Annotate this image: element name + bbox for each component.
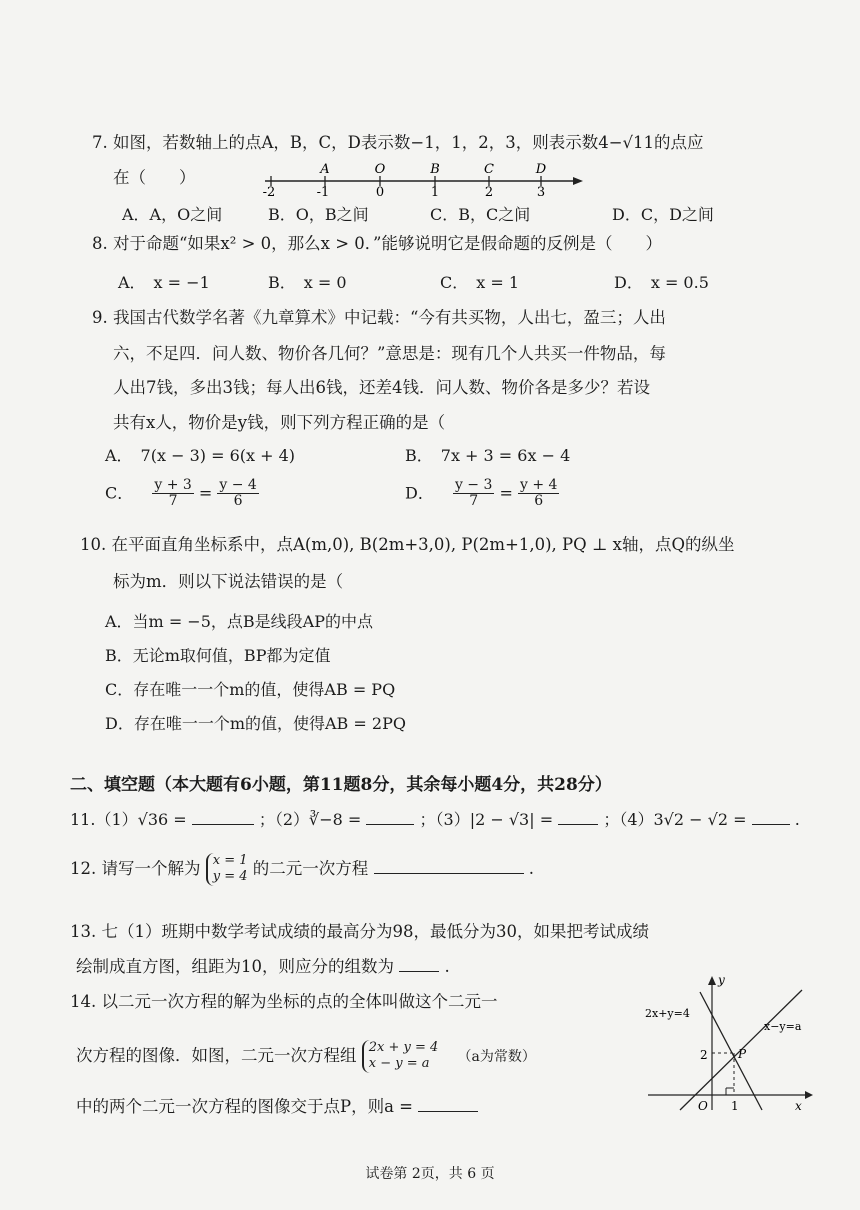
option-label: D． (405, 483, 434, 503)
answer-blank[interactable] (399, 957, 439, 972)
q7-option-a: A．A，O之间 (122, 205, 223, 224)
graph-x-label: x (795, 1099, 802, 1113)
axis-point-B: B (430, 162, 440, 177)
graph-y-value: 2 (700, 1048, 708, 1062)
answer-blank[interactable] (558, 810, 598, 825)
q9-option-b: B． 7x + 3 = 6x − 4 (405, 446, 571, 465)
graph-y-label: y (718, 973, 725, 987)
number-line (255, 156, 585, 198)
q9-line2: 六，不足四．问人数、物价各几何？”意思是：现有几个人共买一件物品，每 (113, 344, 666, 363)
q7-option-c: C．B，C之间 (430, 205, 531, 224)
equation-system: x = 1 y = 4 (206, 853, 248, 886)
q10-line1: 10. 在平面直角坐标系中，点A(m,0), B(2m+3,0), P(2m+1,0), PQ ⊥ x轴，点Q的纵坐 (80, 535, 735, 554)
axis-tick-label: 3 (536, 185, 546, 198)
q14-graph (640, 970, 815, 1115)
q8-option-b: B． x = 0 (268, 273, 347, 292)
q13-line2: 绘制成直方图，组距为10，则应分的组数为 . (76, 957, 450, 976)
graph-eq2-label: x−y=a (764, 1020, 802, 1033)
q8-text: 8. 对于命题“如果x² > 0，那么x > 0．”能够说明它是假命题的反例是（ ） (92, 234, 662, 253)
q9-line3: 人出7钱，多出3钱；每人出6钱，还差4钱．问人数、物价各是多少？若设 (113, 378, 650, 397)
graph-x-value: 1 (731, 1099, 739, 1113)
q14-line3: 中的两个二元一次方程的图像交于点P，则a = (76, 1097, 478, 1117)
answer-blank[interactable] (752, 810, 790, 825)
q7-option-b: B．O，B之间 (268, 205, 369, 224)
axis-point-A: A (320, 162, 330, 177)
q12-text: 12. 请写一个解为 x = 1 y = 4 的二元一次方程 . (70, 853, 535, 885)
section-heading: 二、填空题（本大题有6小题，第11题8分，其余每小题4分，共28分） (70, 775, 612, 795)
answer-blank[interactable] (418, 1097, 478, 1112)
q7-text: 7. 如图，若数轴上的点A，B，C，D表示数−1，1，2，3，则表示数4−√11的点应 (92, 133, 704, 152)
q8-option-a: A． x = −1 (118, 273, 210, 292)
answer-blank[interactable] (366, 810, 414, 825)
graph-origin-label: O (698, 1099, 708, 1113)
q8-option-d: D． x = 0.5 (614, 273, 709, 292)
axis-tick-label: 2 (484, 185, 494, 198)
q7-line2: 在（ ） (113, 168, 196, 187)
axis-point-O: O (374, 162, 386, 177)
q9-line4: 共有x人，物价是y钱，则下列方程正确的是（ (113, 413, 446, 432)
q13-line1: 13. 七（1）班期中数学考试成绩的最高分为98，最低分为30，如果把考试成绩 (70, 922, 649, 941)
answer-blank[interactable] (374, 859, 524, 874)
axis-point-D: D (535, 162, 547, 177)
q10-option-a: A．当m = −5，点B是线段AP的中点 (105, 612, 373, 631)
equation-system: 2x + y = 4 x − y = a (362, 1040, 439, 1073)
graph-eq1-label: 2x+y=4 (645, 1007, 690, 1020)
graph-point-p: P (738, 1047, 747, 1061)
q9-option-c: C． $\frac{y + 3}{7}$ = $\frac{y - 4}{6}$ (105, 477, 257, 510)
q10-option-b: B．无论m取何值，BP都为定值 (105, 646, 331, 665)
axis-tick-label: -1 (316, 185, 330, 198)
q14-line1: 14. 以二元一次方程的解为坐标的点的全体叫做这个二元一 (70, 992, 498, 1011)
q9-option-a: A． 7(x − 3) = 6(x + 4) (105, 446, 296, 465)
q10-line2: 标为m．则以下说法错误的是（ (113, 572, 344, 591)
q9-line1: 9. 我国古代数学名著《九章算术》中记载：“今有共买物，人出七，盈三；人出 (92, 308, 666, 327)
q9-option-d: D． $\frac{y - 3}{7}$ = $\frac{y + 4}{6}$ (405, 477, 558, 510)
axis-point-C: C (484, 162, 494, 177)
q10-option-d: D．存在唯一一个m的值，使得AB = 2PQ (105, 714, 406, 733)
page-footer: 试卷第 2页，共 6 页 (365, 1166, 495, 1182)
answer-blank[interactable] (192, 810, 254, 825)
q11-text: 11.（1）√36 = ；（2）∛−8 = ；（3）|2 − √3| = ；（4）3√2 − √2 = . (70, 810, 800, 829)
q10-option-c: C．存在唯一一个m的值，使得AB = PQ (105, 680, 396, 699)
axis-tick-label: 1 (430, 185, 440, 198)
q14-line2: 次方程的图像．如图，二元一次方程组 2x + y = 4 x − y = a （a为常数） (76, 1040, 536, 1072)
q8-option-c: C． x = 1 (440, 273, 520, 292)
option-label: C． (105, 483, 134, 503)
axis-tick-label: 0 (375, 185, 385, 198)
axis-tick-label: -2 (262, 185, 276, 198)
q7-option-d: D．C，D之间 (612, 205, 714, 224)
